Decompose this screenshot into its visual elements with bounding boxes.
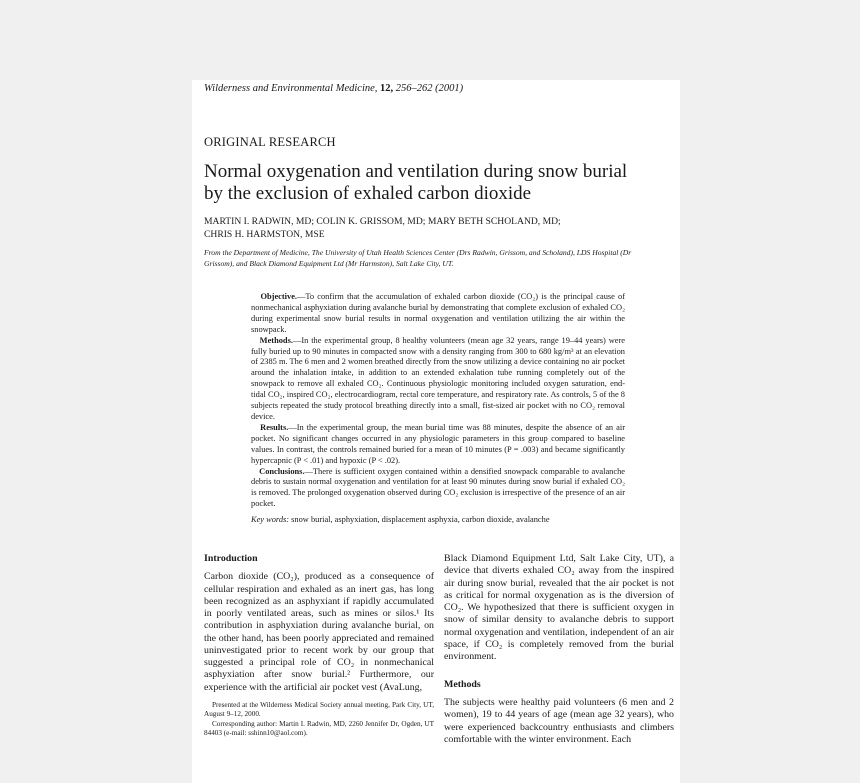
abstract-objective: Objective.—To confirm that the accumulation of exhaled carbon dioxide (CO₂) is the principal cause of nonmechanical asphyxiation during avalanche burial by demonstrating that complete exclusion of exhaled CO₂ during experimental snow burial results in normal oxygenation and ventilation utilizing the air within the snowpack. [251, 292, 626, 334]
footnote-presented: Presented at the Wilderness Medical Society annual meeting, Park City, UT, August 9–12, 2000. [204, 701, 434, 719]
keywords: Key words: snow burial, asphyxiation, displacement asphyxia, carbon dioxide, avalanche [251, 515, 550, 525]
left-column [204, 553, 434, 694]
introduction-heading: Introduction [204, 553, 258, 564]
abstract [251, 292, 625, 526]
right-column [444, 553, 674, 663]
article-page [192, 80, 680, 783]
affiliation-line: From the Department of Medicine, The University of Utah Health Sciences Center (Drs Radwin, Grissom, and Scholand), LDS Hospital (Dr [204, 248, 632, 257]
article-title [204, 161, 674, 205]
title-line: by the exclusion of exhaled carbon dioxide [204, 183, 532, 204]
section-type: ORIGINAL RESEARCH [204, 135, 336, 149]
journal-citation: Wilderness and Environmental Medicine, 12, 256–262 (2001) [204, 83, 464, 94]
affiliation [204, 248, 670, 269]
abstract-results: Results.—In the experimental group, the mean burial time was 88 minutes, despite the absence of an air pocket. No significant changes occurred in any physiologic parameters in this group compared to baseline values. In contrast, the controls remained buried for a mean of 10 minutes (P = .003) and became significantly hypercapnic (P < .01) and hypoxic (P < .02). [251, 422, 626, 465]
introduction-continued: Black Diamond Equipment Ltd, Salt Lake City, UT), a device that diverts exhaled CO₂ away from the inspired air during snow burial, revealed that the air pocket is not as critical for normal oxygenation as is the diversion of CO₂. We hypothesized that there is sufficient oxygen in snow of similar density to avalanche debris to support normal oxygenation and ventilation, independent of an air space, if CO₂ is completely removed from the burial environment. [444, 553, 674, 662]
methods-heading: Methods [444, 679, 481, 690]
title-line: Normal oxygenation and ventilation during snow burial [204, 161, 628, 182]
authors-line: CHRIS H. HARMSTON, MSE [204, 229, 325, 240]
abstract-methods: Methods.—In the experimental group, 8 healthy volunteers (mean age 32 years, range 19–44 years) were fully buried up to 90 minutes in compacted snow with a density ranging from 300 to 680 kg/m³ at an elevation of 2385 m. The 6 men and 2 women breathed directly from the snow utilizing a device containing no air pocket around the inhalation intake, in addition to an extended exhalation tube running completely out of the snowpack to remove all exhaled CO₂. Continuous physiologic monitoring included oxygen saturation, end-tidal CO₂, inspired CO₂, electrocardiogram, rectal core temperature, and respiratory rate. As controls, 5 of the 8 subjects repeated the study protocol breathing directly into a small, fist-sized air pocket with no CO₂ removal device. [251, 335, 626, 421]
introduction-paragraph: Carbon dioxide (CO₂), produced as a consequence of cellular respiration and exhaled as an inert gas, has long been recognized as an asphyxiant if rapidly accumulated in poorly ventilated areas, such as mines or silos.¹ Its contribution in asphyxiation during avalanche burial, on the other hand, has been poorly appreciated and remained uninvestigated prior to recent work by our group that suggested a principal role of CO₂ in nonmechanical asphyxiation after snow burial.² Furthermore, our experience with the artificial air pocket vest (AvaLung, [204, 571, 434, 693]
author-list [204, 215, 561, 241]
footnotes [204, 701, 434, 739]
affiliation-line: Grissom), and Black Diamond Equipment Ltd (Mr Harmston), Salt Lake City, UT. [204, 258, 454, 268]
authors-line: MARTIN I. RADWIN, MD; COLIN K. GRISSOM, MD; MARY BETH SCHOLAND, MD; [204, 216, 561, 227]
footnote-corresponding-author: Corresponding author: Martin I. Radwin, MD, 2260 Jennifer Dr, Ogden, UT 84403 (e-mail: sshinn10@aol.com). [204, 719, 434, 738]
methods-paragraph: The subjects were healthy paid volunteers (6 men and 2 women), 19 to 44 years of age (mean age 32 years), who were experienced backcountry enthusiasts and climbers comfortable with the winter environment. Each [444, 697, 674, 745]
abstract-conclusions: Conclusions.—There is sufficient oxygen contained within a densified snowpack comparable to avalanche debris to sustain normal oxygenation and ventilation for at least 90 minutes during snow burial if exhaled CO₂ is removed. The prolonged oxygenation observed during CO₂ exclusion is irrespective of the presence of an air pocket. [251, 466, 625, 509]
